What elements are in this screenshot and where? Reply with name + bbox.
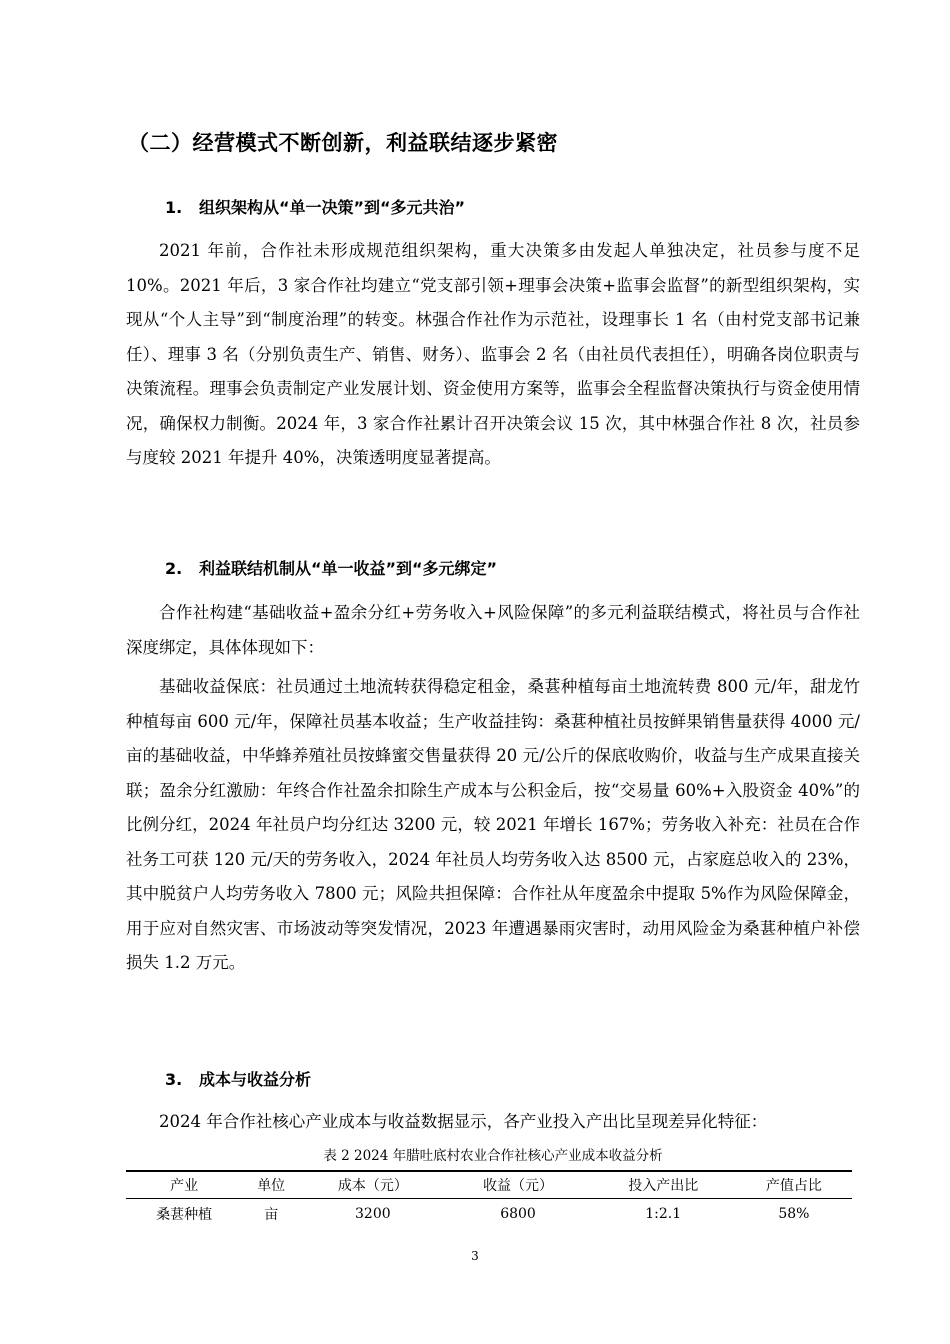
subsection-3-heading xyxy=(165,1068,311,1092)
table-header-row xyxy=(126,1171,852,1199)
table-header-cell: 单位 xyxy=(257,1178,286,1194)
table-cell: 3200 xyxy=(355,1206,391,1222)
subsection-2-heading xyxy=(165,557,497,581)
table-cell: 6800 xyxy=(500,1206,536,1222)
section-heading: （二）经营模式不断创新，利益联结逐步紧密 xyxy=(128,131,558,155)
subsection-3-number: 3. xyxy=(165,1070,183,1089)
table-cell: 桑葚种植 xyxy=(156,1207,213,1223)
subsection-1-heading xyxy=(165,196,465,220)
cost-benefit-table xyxy=(126,1170,852,1229)
table-row xyxy=(126,1199,852,1230)
table-cell: 亩 xyxy=(264,1207,279,1223)
subsection-3-paragraph: 2024 年合作社核心产业成本与收益数据显示，各产业投入产出比呈现差异化特征： xyxy=(159,1112,768,1131)
page-number: 3 xyxy=(471,1249,479,1263)
subsection-1-paragraph: 2021 年前，合作社未形成规范组织架构，重大决策多由发起人单独决定，社员参与度不足 10%。2021 年后，3 家合作社均建立“党支部引领+理事会决策+监事会监督”的新型组织架构，实现从“个人主导”到“制度治理”的转变。林强合作社作为示范社，设理事长 1 名（由村党支部书记兼任）、理事 3 名（分别负责生产、销售、财务）、监事会 2 名（由社员代表担任），明确各岗位职责与决策流程。理事会负责制定产业发展计划、资金使用方案等，监事会全程监督决策执行与资金使用情况，确保权力制衡。2024 年，3 家合作社累计召开决策会议 15 次，其中林强合作社 8 次，社员参与度较 2021 年提升 40%，决策透明度显著提高。 xyxy=(126,241,860,467)
subsection-2-number: 2. xyxy=(165,559,183,578)
subsection-1-title: 组织架构从“单一决策”到“多元共治” xyxy=(199,198,466,217)
table-header-cell: 成本（元） xyxy=(337,1178,408,1194)
table-caption: 表 2 2024 年腊吐底村农业合作社核心产业成本收益分析 xyxy=(323,1148,663,1164)
subsection-2-paragraph-1: 合作社构建“基础收益+盈余分红+劳务收入+风险保障”的多元利益联结模式，将社员与合作社深度绑定，具体体现如下： xyxy=(126,603,860,657)
table-cell: 1:2.1 xyxy=(645,1206,682,1222)
subsection-2-paragraph-2: 基础收益保底：社员通过土地流转获得稳定租金，桑葚种植每亩土地流转费 800 元/年，甜龙竹种植每亩 600 元/年，保障社员基本收益；生产收益挂钩：桑葚种植社员按鲜果销售量获得 4000 元/亩的基础收益，中华蜂养殖社员按蜂蜜交售量获得 20 元/公斤的保底收购价，收益与生产成果直接关联；盈余分红激励：年终合作社盈余扣除生产成本与公积金后，按“交易量 60%+入股资金 40%”的比例分红，2024 年社员户均分红达 3200 元，较 2021 年增长 167%；劳务收入补充：社员在合作社务工可获 120 元/天的劳务收入，2024 年社员人均劳务收入达 8500 元，占家庭总收入的 23%，其中脱贫户人均劳务收入 7800 元；风险共担保障：合作社从年度盈余中提取 5%作为风险保障金，用于应对自然灾害、市场波动等突发情况，2023 年遭遇暴雨灾害时，动用风险金为桑葚种植户补偿损失 1.2 万元。 xyxy=(126,677,860,972)
subsection-2-title: 利益联结机制从“单一收益”到“多元绑定” xyxy=(199,559,498,578)
subsection-1-number: 1. xyxy=(165,198,183,217)
table-header-cell: 产值占比 xyxy=(765,1178,822,1194)
subsection-3-title: 成本与收益分析 xyxy=(199,1070,312,1089)
table-header-cell: 收益（元） xyxy=(483,1178,554,1194)
table-header-cell: 投入产出比 xyxy=(628,1178,699,1194)
table-cell: 58% xyxy=(778,1206,810,1222)
table-header-cell: 产业 xyxy=(170,1178,199,1194)
